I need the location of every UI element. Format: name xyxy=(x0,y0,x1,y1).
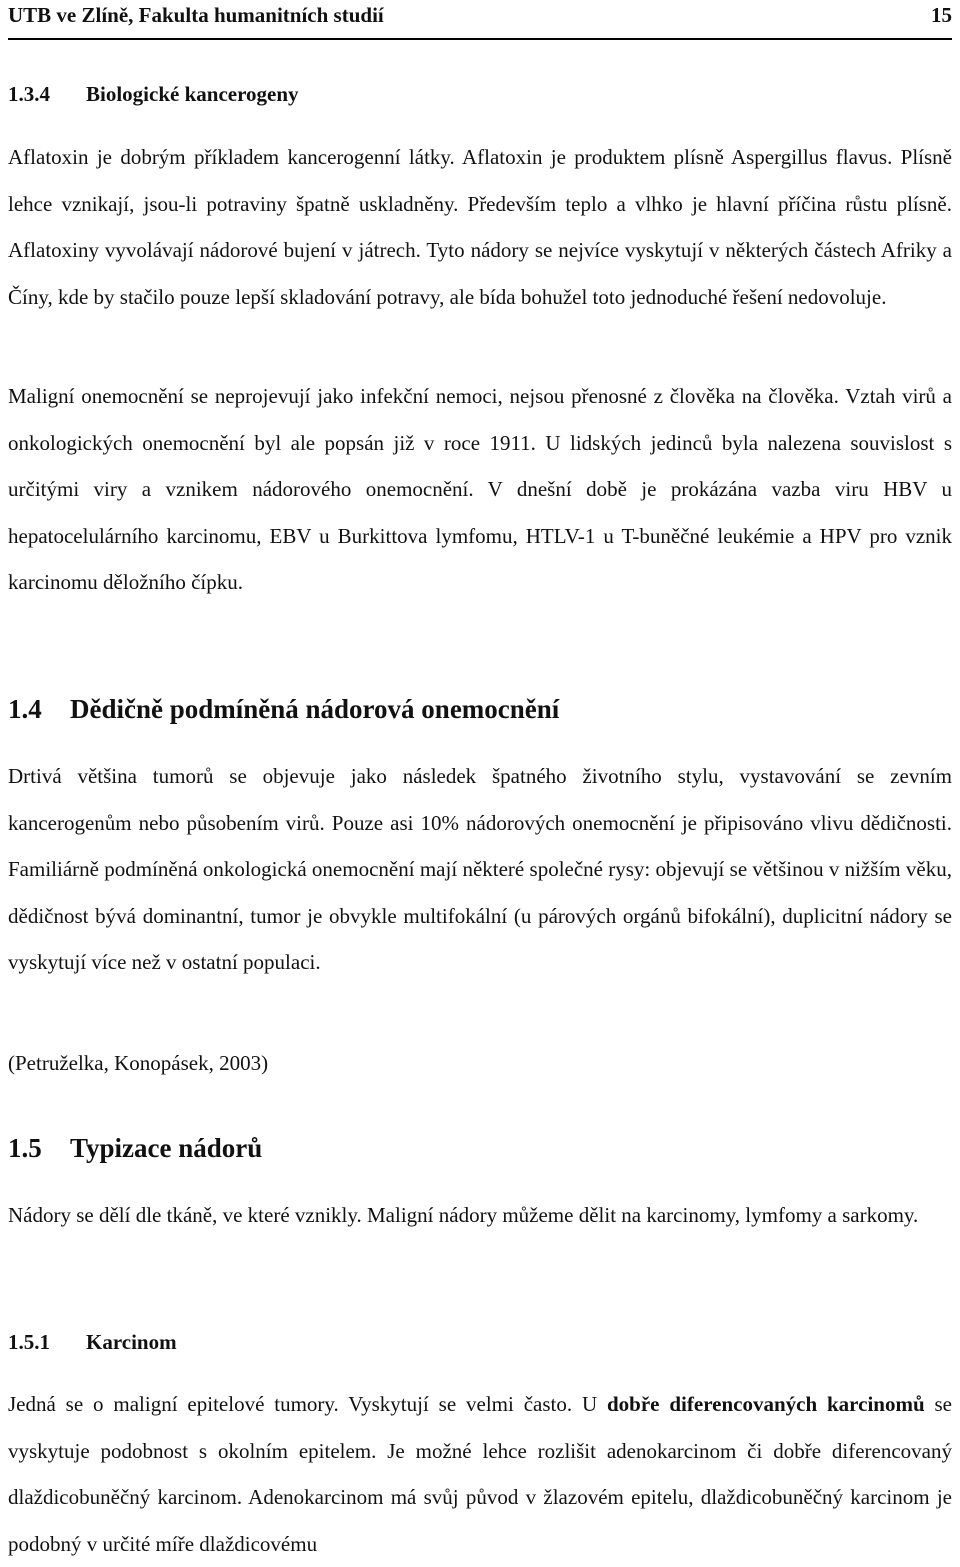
text-run: se vyskytuje podobnost s okolním epitelem. Je možné lehce rozlišit adenokarcinom či dobře diferencovaný dlaždicobuněčný karcinom. Adenokarcinom má svůj původ v žlazovém epitelu, dlaždicobuněčný karcinom je podobný v určité míře dlaždicovému xyxy=(8,1392,952,1556)
heading-title: Dědičně podmíněná nádorová onemocnění xyxy=(70,694,560,724)
paragraph-viruses: Maligní onemocnění se neprojevují jako infekční nemoci, nejsou přenosné z člověka na člověka. Vztah virů a onkologických onemocnění byl ale popsán již v roce 1911. U lidských jedinců byla nalezena souvislost s určitými viry a vznikem nádorového onemocnění. V dnešní době je prokázána vazba viru HBV u hepatocelulárního karcinomu, EBV u Burkittova lymfomu, HTLV-1 u T-buněčné leukémie a HPV pro vznik karcinomu děložního čípku. xyxy=(8,384,952,594)
header-title: UTB ve Zlíně, Fakulta humanitních studií xyxy=(8,2,384,27)
heading-number: 1.5 xyxy=(8,1133,42,1163)
heading-title: Karcinom xyxy=(86,1330,177,1354)
header-page-number: 15 xyxy=(931,2,952,27)
heading-1-5 xyxy=(8,1133,952,1164)
citation: (Petruželka, Konopásek, 2003) xyxy=(8,1051,269,1075)
heading-1-3-4 xyxy=(8,82,952,107)
heading-title: Biologické kancerogeny xyxy=(86,82,299,106)
paragraph-hereditary: Drtivá většina tumorů se objevuje jako následek špatného životního stylu, vystavování se zevním kancerogenům nebo působením virů. Pouze asi 10% nádorových onemocnění je připisováno vlivu dědičnosti. Familiárně podmíněná onkologická onemocnění mají některé společné rysy: objevují se většinou v nižším věku, dědičnost bývá dominantní, tumor je obvykle multifokální (u párových orgánů bifokální), duplicitní nádory se vyskytují více než v ostatní populaci. xyxy=(8,764,952,974)
paragraph-typization: Nádory se dělí dle tkáně, ve které vznikly. Maligní nádory můžeme dělit na karcinomy, lymfomy a sarkomy. xyxy=(8,1203,919,1227)
running-header xyxy=(8,0,952,30)
heading-title: Typizace nádorů xyxy=(70,1133,263,1163)
paragraph-aflatoxin: Aflatoxin je dobrým příkladem kancerogenní látky. Aflatoxin je produktem plísně Aspergillus flavus. Plísně lehce vznikají, jsou-li potraviny špatně uskladněny. Především teplo a vlhko je hlavní příčina růstu plísně. Aflatoxiny vyvolávají nádorové bujení v játrech. Tyto nádory se nejvíce vyskytují v některých částech Afriky a Číny, kde by stačilo pouze lepší skladování potravy, ale bída bohužel toto jednoduché řešení nedovoluje. xyxy=(8,145,952,309)
heading-number: 1.5.1 xyxy=(8,1330,50,1354)
header-rule xyxy=(8,38,952,40)
paragraph-carcinoma xyxy=(8,1381,952,1567)
heading-1-5-1 xyxy=(8,1330,952,1355)
heading-number: 1.4 xyxy=(8,694,42,724)
heading-1-4 xyxy=(8,694,952,725)
text-run: Jedná se o maligní epitelové tumory. Vyskytují se velmi často. U xyxy=(8,1392,607,1416)
emphasis-text: dobře diferencovaných karcinomů xyxy=(607,1392,925,1416)
heading-number: 1.3.4 xyxy=(8,82,50,106)
